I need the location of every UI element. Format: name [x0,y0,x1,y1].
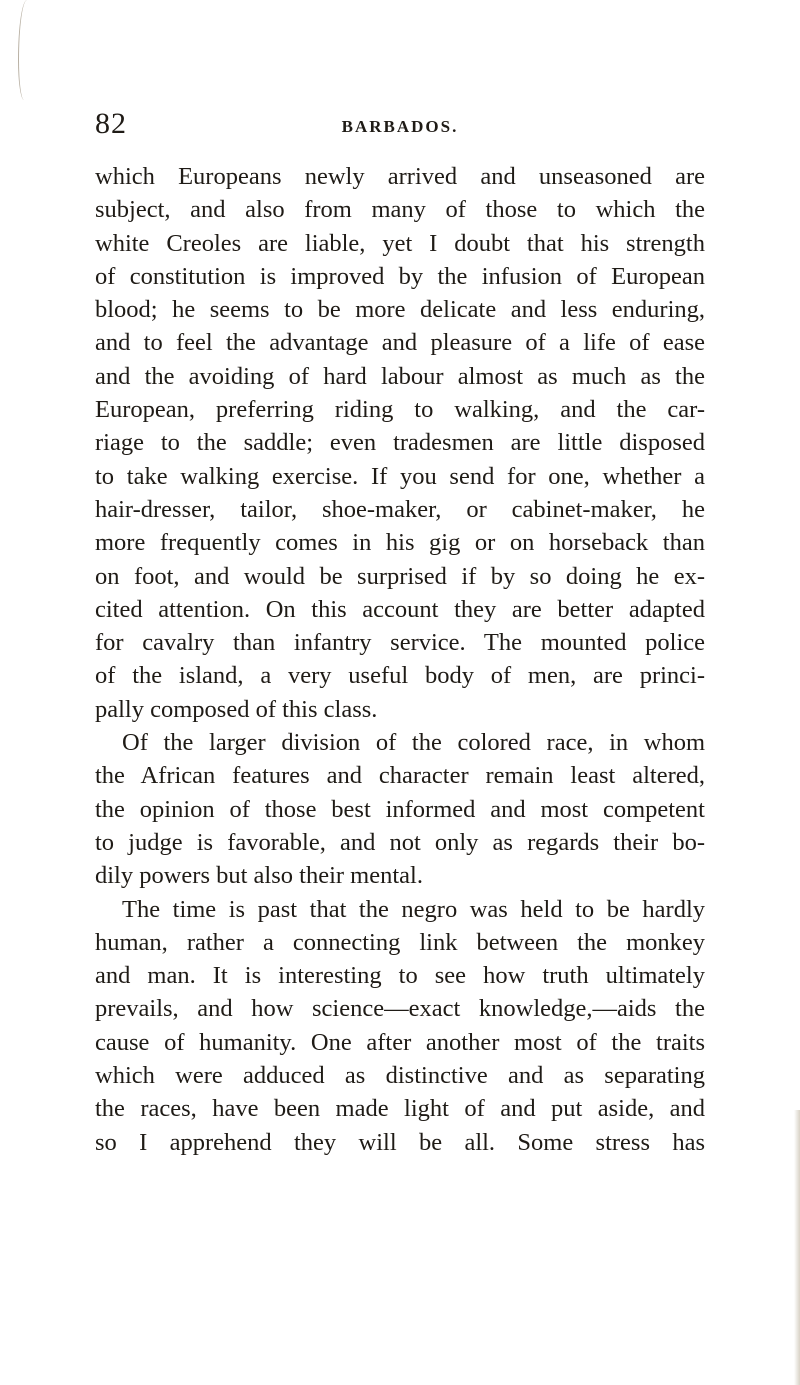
text-line: on foot, and would be surprised if by so doing he ex- [95,562,705,590]
text-line: to take walking exercise. If you send for one, whether a [95,462,705,490]
text-line: for cavalry than infantry service. The mounted police [95,629,705,657]
text-line: which were adduced as distinctive and as separating [95,1062,705,1090]
text-line: so I apprehend they will be all. Some stress has [95,1128,705,1156]
text-line: human, rather a connecting link between the monkey [95,928,705,956]
text-line: of the island, a very useful body of men, are princi- [95,662,705,690]
text-line: and man. It is interesting to see how truth ultimately [95,962,705,990]
text-line: more frequently comes in his gig or on horseback than [95,529,705,557]
text-line: and to feel the advantage and pleasure of a life of ease [95,329,705,357]
text-line: cited attention. On this account they are better adapted [95,595,705,623]
text-line: white Creoles are liable, yet I doubt that his strength [95,229,705,257]
page-header [95,107,705,153]
text-line: the opinion of those best informed and most competent [95,795,705,823]
text-line-paragraph-end: dily powers but also their mental. [95,862,423,890]
text-line-paragraph-end: pally composed of this class. [95,695,378,723]
text-line: and the avoiding of hard labour almost as much as the [95,362,705,390]
text-line: blood; he seems to be more delicate and less enduring, [95,296,705,324]
page-number: 82 [95,107,127,140]
text-line: subject, and also from many of those to which the [95,196,705,224]
text-line-paragraph-start: Of the larger division of the colored race, in whom [122,729,705,757]
text-line: riage to the saddle; even tradesmen are little disposed [95,429,705,457]
body-text [95,160,705,1159]
running-head: BARBADOS. [341,117,459,136]
page-edge-shadow [794,1110,800,1385]
text-line: cause of humanity. One after another most of the traits [95,1028,705,1056]
text-line: which Europeans newly arrived and unseasoned are [95,163,705,190]
page-edge-curl [18,0,33,100]
text-line: of constitution is improved by the infusion of European [95,262,705,290]
text-line: hair-dresser, tailor, shoe-maker, or cabinet-maker, he [95,495,705,523]
text-line: prevails, and how science—exact knowledge,—aids the [95,995,705,1023]
text-line: to judge is favorable, and not only as regards their bo- [95,828,705,856]
text-line-paragraph-start: The time is past that the negro was held to be hardly [122,895,705,923]
text-line: the African features and character remain least altered, [95,762,705,790]
text-line: European, preferring riding to walking, and the car- [95,396,705,424]
text-line: the races, have been made light of and put aside, and [95,1095,705,1123]
